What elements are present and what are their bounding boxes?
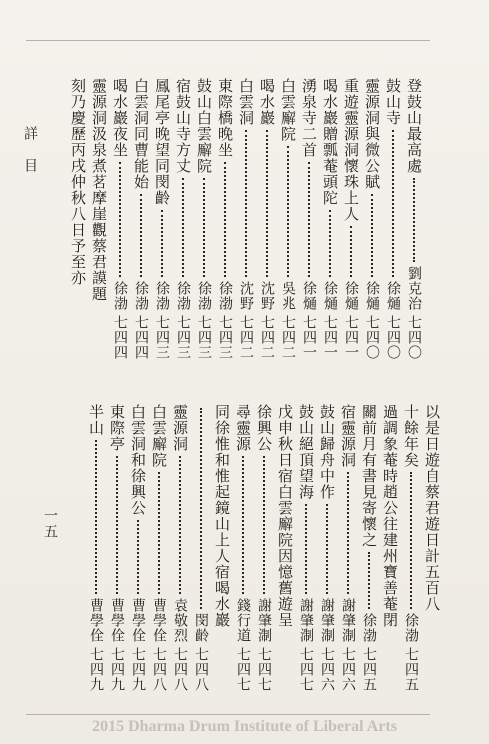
entry-page-number: 七四七 xyxy=(235,647,251,692)
dot-leader xyxy=(182,178,184,277)
entry-page-number: 七四〇 xyxy=(385,315,401,360)
entry-page-number: 七四二 xyxy=(238,315,254,360)
toc-entry xyxy=(402,404,419,692)
entry-page-number: 七四二 xyxy=(280,315,296,360)
entry-title: 湧泉寺二首 xyxy=(300,78,318,158)
entry-author: 徐熥 xyxy=(322,281,338,311)
entry-title: 關前月有書見寄懷之 xyxy=(360,404,378,548)
toc-entry xyxy=(129,404,146,692)
toc-entry xyxy=(69,78,86,360)
entry-page-number: 七四七 xyxy=(256,647,272,692)
entry-author: 曹學佺 xyxy=(109,598,125,643)
toc-entry xyxy=(258,78,275,360)
dot-leader xyxy=(371,194,373,277)
entry-title: 同徐惟和惟起鏡山上人宿喝水巖 xyxy=(213,404,231,628)
toc-entry xyxy=(192,404,209,692)
dot-leader xyxy=(326,504,328,594)
entry-title: 重遊靈源洞懷珠上人 xyxy=(342,78,360,222)
entry-page-number: 七四七 xyxy=(298,647,314,692)
entry-author: 徐熥 xyxy=(301,281,317,311)
entry-author: 徐渤 xyxy=(196,281,212,311)
dot-leader xyxy=(200,408,202,609)
entry-title: 尋靈源 xyxy=(234,404,252,452)
dot-leader xyxy=(410,472,412,609)
entry-title: 白雲廨院 xyxy=(279,78,297,142)
entry-author: 徐渤 xyxy=(175,281,191,311)
entry-author: 曹學佺 xyxy=(151,598,167,643)
dot-leader xyxy=(95,440,97,594)
entry-page-number: 七四三 xyxy=(217,315,233,360)
toc-entry xyxy=(384,78,401,360)
entry-page-number: 七四九 xyxy=(109,647,125,692)
entry-title: 喝水巖 xyxy=(258,78,276,126)
toc-entry xyxy=(234,404,251,692)
entry-title: 靈源洞汲泉煮茗摩崖觀蔡君謨題 xyxy=(90,78,108,302)
entry-title: 登鼓山最高處 xyxy=(405,78,423,174)
dot-leader xyxy=(137,520,139,594)
entry-page-number: 七四三 xyxy=(196,315,212,360)
entry-author: 徐熥 xyxy=(385,281,401,311)
entry-title: 十餘年矣 xyxy=(402,404,420,468)
entry-page-number: 七四一 xyxy=(343,315,359,360)
entry-page-number: 七四八 xyxy=(172,647,188,692)
dot-leader xyxy=(287,146,289,277)
entry-author: 徐渤 xyxy=(112,281,128,311)
entry-author: 徐渤 xyxy=(217,281,233,311)
entry-title: 白雲廨院 xyxy=(150,404,168,468)
entry-author: 謝肇淛 xyxy=(298,598,314,643)
entry-author: 徐熥 xyxy=(364,281,380,311)
entry-author: 謝肇淛 xyxy=(319,598,335,643)
toc-entry xyxy=(174,78,191,360)
toc-entry xyxy=(213,404,230,692)
toc-entry xyxy=(360,404,377,692)
dot-leader xyxy=(266,130,268,277)
entry-page-number: 七四三 xyxy=(154,315,170,360)
entry-author: 徐渤 xyxy=(133,281,149,311)
dot-leader xyxy=(242,456,244,594)
entry-title: 鼓山白雲廨院 xyxy=(195,78,213,174)
entry-author: 謝肇淛 xyxy=(340,598,356,643)
entry-author: 沈野 xyxy=(238,281,254,311)
toc-entry xyxy=(111,78,128,360)
entry-author: 曹學佺 xyxy=(130,598,146,643)
entry-author: 謝肇淛 xyxy=(256,598,272,643)
entry-author: 吳兆 xyxy=(280,281,296,311)
entry-title: 戊申秋日宿白雲廨院因憶舊遊呈 xyxy=(276,404,294,628)
entry-title: 東際亭 xyxy=(108,404,126,452)
toc-entry xyxy=(195,78,212,360)
entry-title: 靈源洞與微公賦 xyxy=(363,78,381,190)
toc-entry xyxy=(342,78,359,360)
entry-author: 徐熥 xyxy=(343,281,359,311)
dot-leader xyxy=(245,130,247,277)
entry-author: 徐渤 xyxy=(154,281,170,311)
toc-entry xyxy=(300,78,317,360)
entry-title: 鳳尾亭晚望同閔齡 xyxy=(153,78,171,206)
entry-page-number: 七四八 xyxy=(193,647,209,692)
dot-leader xyxy=(305,504,307,594)
toc-entry xyxy=(276,404,293,692)
entry-author: 袁敬烈 xyxy=(172,598,188,643)
entry-title: 白雲洞同曹能始 xyxy=(132,78,150,190)
entry-page-number: 七四〇 xyxy=(406,315,422,360)
entry-page-number: 七四〇 xyxy=(364,315,380,360)
entry-title: 鼓山寺 xyxy=(384,78,402,126)
toc-entry xyxy=(153,78,170,360)
entry-title: 以是日遊自蔡君遊日計五百八 xyxy=(423,404,441,612)
entry-page-number: 七四六 xyxy=(340,647,356,692)
toc-entry xyxy=(237,78,254,360)
entry-title: 過調象菴時趙公往建州寶善菴閉 xyxy=(381,404,399,628)
entry-author: 錢行道 xyxy=(235,598,251,643)
entry-page-number: 七四九 xyxy=(130,647,146,692)
toc-entry xyxy=(216,78,233,360)
toc-entry xyxy=(255,404,272,692)
dot-leader xyxy=(263,456,265,594)
entry-page-number: 七四一 xyxy=(301,315,317,360)
dot-leader xyxy=(224,162,226,277)
dot-leader xyxy=(161,210,163,277)
entry-title: 靈源洞 xyxy=(171,404,189,452)
dot-leader xyxy=(179,456,181,594)
toc-entry xyxy=(150,404,167,692)
entry-author: 徐渤 xyxy=(403,613,419,643)
toc-entry xyxy=(279,78,296,360)
entry-title: 鼓山絕頂望海 xyxy=(297,404,315,500)
entry-page-number: 七四六 xyxy=(319,647,335,692)
entry-title: 半山 xyxy=(87,404,105,436)
bottom-rule xyxy=(26,714,430,715)
entry-title: 喝水巖贈瓢菴頭陀 xyxy=(321,78,339,206)
toc-entry xyxy=(363,78,380,360)
page-number: 一五 xyxy=(42,508,58,540)
entry-page-number: 七四一 xyxy=(322,315,338,360)
dot-leader xyxy=(329,210,331,277)
entry-page-number: 七四五 xyxy=(361,647,377,692)
entry-page-number: 七四八 xyxy=(151,647,167,692)
toc-entry xyxy=(405,78,422,360)
entry-title: 鼓山歸舟中作 xyxy=(318,404,336,500)
toc-entry xyxy=(171,404,188,692)
entry-title: 宿靈源洞 xyxy=(339,404,357,468)
toc-entry xyxy=(87,404,104,692)
entry-author: 徐渤 xyxy=(361,613,377,643)
top-rule xyxy=(26,40,430,41)
entry-author: 曹學佺 xyxy=(88,598,104,643)
entry-title: 東際橋晚坐 xyxy=(216,78,234,158)
dot-leader xyxy=(308,162,310,277)
dot-leader xyxy=(140,194,142,277)
dot-leader xyxy=(158,472,160,594)
entry-title: 白雲洞 xyxy=(237,78,255,126)
watermark: 2015 Dharma Drum Institute of Liberal Arts xyxy=(92,718,397,735)
entry-title: 喝水巖夜坐 xyxy=(111,78,129,158)
entry-title: 徐興公 xyxy=(255,404,273,452)
toc-entry xyxy=(318,404,335,692)
dot-leader xyxy=(203,178,205,277)
entry-author: 劉克治 xyxy=(406,266,422,311)
lower-contents-block xyxy=(70,404,440,692)
entry-title: 白雲洞和徐興公 xyxy=(129,404,147,516)
upper-contents-block xyxy=(70,78,422,360)
entry-page-number: 七四二 xyxy=(259,315,275,360)
entry-page-number: 七四三 xyxy=(175,315,191,360)
toc-entry xyxy=(381,404,398,692)
dot-leader xyxy=(392,130,394,277)
dot-leader xyxy=(368,552,370,609)
toc-entry xyxy=(321,78,338,360)
entry-title: 刻乃慶歷丙戌仲秋八日予至亦 xyxy=(69,78,87,286)
entry-page-number: 七四四 xyxy=(112,315,128,360)
dot-leader xyxy=(350,226,352,277)
entry-page-number: 七四九 xyxy=(88,647,104,692)
toc-entry xyxy=(132,78,149,360)
dot-leader xyxy=(116,456,118,594)
running-title: 詳目 xyxy=(22,126,38,190)
toc-entry xyxy=(108,404,125,692)
toc-entry xyxy=(339,404,356,692)
entry-author: 閔齡 xyxy=(193,613,209,643)
dot-leader xyxy=(119,162,121,277)
entry-page-number: 七四五 xyxy=(403,647,419,692)
toc-entry xyxy=(90,78,107,360)
dot-leader xyxy=(413,178,415,262)
toc-entry xyxy=(297,404,314,692)
dot-leader xyxy=(347,472,349,594)
entry-page-number: 七四四 xyxy=(133,315,149,360)
entry-title: 宿鼓山寺方丈 xyxy=(174,78,192,174)
toc-entry xyxy=(423,404,440,692)
entry-author: 沈野 xyxy=(259,281,275,311)
